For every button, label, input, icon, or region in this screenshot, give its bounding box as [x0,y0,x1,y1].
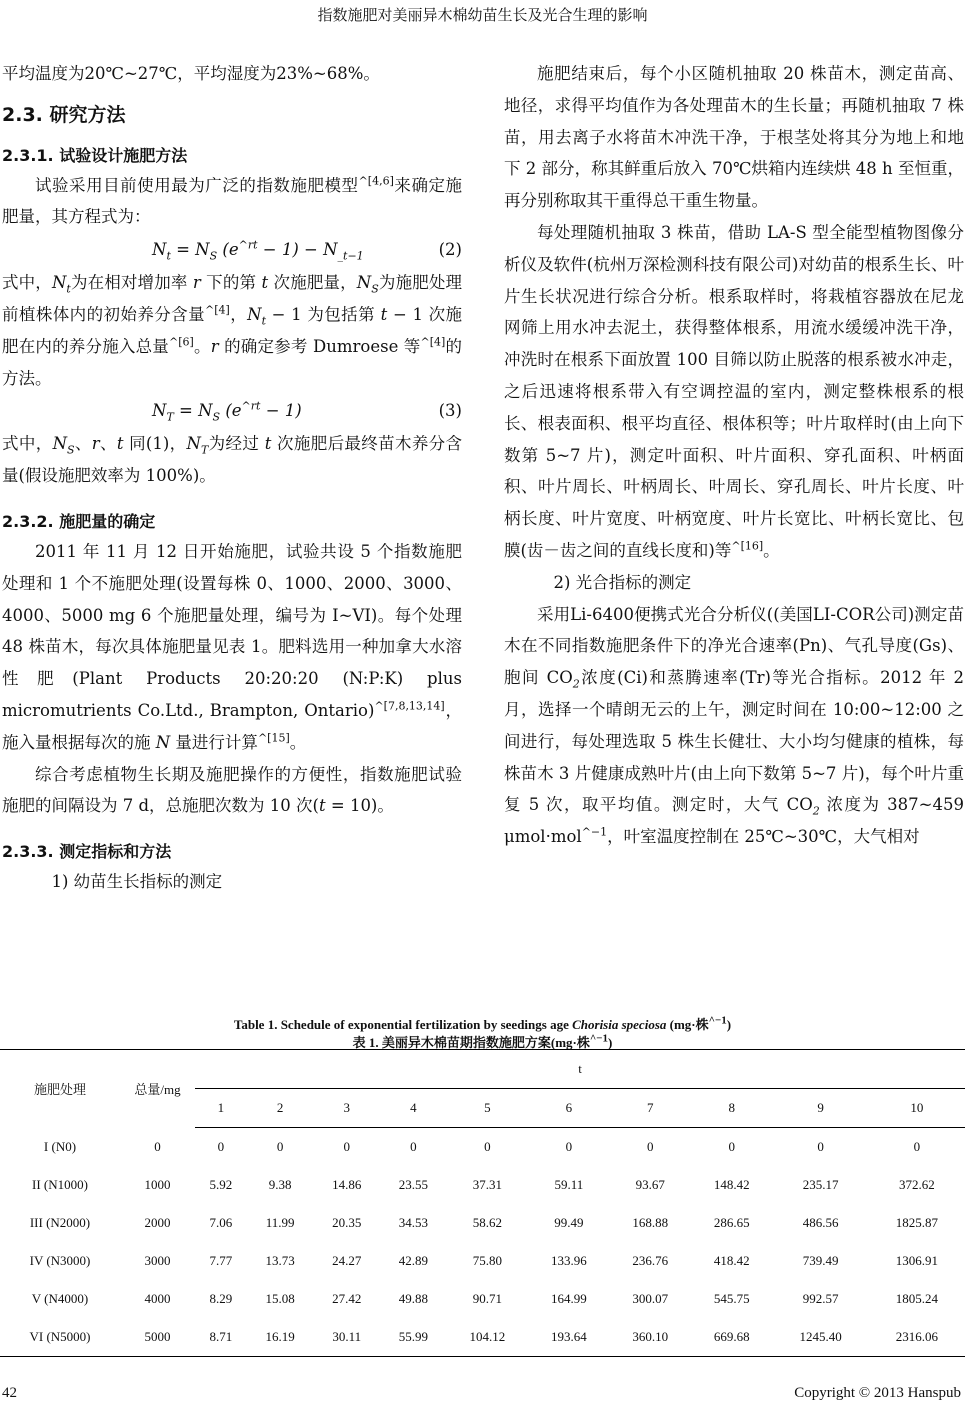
value-cell: 75.80 [472,1253,503,1268]
subsection-heading: 2.3.3. 测定指标和方法 [2,842,172,862]
value-cell: 418.42 [713,1253,750,1268]
value-cell: 11.99 [265,1215,295,1230]
left-column [2,58,462,898]
running-header: 指数施肥对美丽异木棉幼苗生长及光合生理的影响 [317,6,648,24]
subscript: S [67,443,75,457]
value-cell: 2316.06 [869,1318,965,1357]
value-cell: 0 [217,1139,225,1154]
value-cell: 372.62 [898,1177,935,1192]
italic-text: N [52,434,67,454]
text-run: 浓度为 387~459 μmol·mol [504,795,964,847]
value-cell: 0 [276,1139,284,1154]
value-cell: 20.35 [332,1215,362,1230]
value-cell: 30.11 [313,1318,380,1357]
text-run: (e [217,240,239,260]
subscript: 2 [572,677,580,691]
superscript: ^−1 [708,1014,727,1027]
superscript: ^[15] [257,731,290,745]
table-row [0,1242,965,1280]
subscript: S [209,249,218,263]
text-run: 、 [99,434,117,454]
italic-text: N [155,732,171,752]
value-cell: 235.17 [802,1177,839,1192]
equation-body [152,394,302,428]
header-t-value: 2 [247,1089,314,1128]
text-run: 1) 幼苗生长指标的测定 [51,872,223,892]
italic-text: t [264,434,272,454]
text-run: ， [229,304,248,324]
text-run: 试验采用目前使用最为广泛的指数施肥模型 [35,175,359,195]
fertilization-table [0,1049,965,1357]
paragraph [504,58,964,217]
value-cell: 93.67 [635,1177,665,1192]
italic-text: t [380,304,388,324]
text-run: ) [726,1017,732,1032]
subscript: S [212,410,221,424]
superscript: ^rt [241,399,261,413]
value-cell: 0 [343,1139,350,1154]
italic-text: t [261,273,269,293]
text-run: 平均温度为20℃~27℃，平均湿度为23%~68%。 [2,64,380,83]
paragraph [504,599,964,853]
italic-text: N [186,434,201,454]
paragraph [2,267,462,394]
subscript: S [371,282,379,296]
value-cell: 8.71 [195,1318,247,1357]
value-cell: 1306.91 [895,1253,938,1268]
value-cell: 133.96 [550,1253,587,1268]
italic-text: r [210,336,219,356]
value-cell: 1245.40 [772,1318,868,1357]
value-cell: 27.42 [332,1291,362,1306]
text-run: ，施入量根据每次的施 [2,700,462,752]
paragraph [504,217,964,567]
total-cell: 2000 [144,1215,171,1230]
italic-text: N [247,304,262,324]
value-cell: 16.19 [247,1318,314,1357]
text-run: (mg·株 [666,1017,709,1032]
value-cell: 58.62 [472,1215,503,1230]
italic-text: t [318,796,326,816]
table-caption-en [0,1014,965,1033]
italic-text: Chorisia speciosa [572,1017,667,1032]
text-run: 采用Li-6400便携式光合分析仪((美国LI-COR公司)测定苗木在不同指数施肥条件下的净光合速率(Pn)、气孔导度(Gs)、胞间 CO [504,604,964,688]
text-run: 式中， [2,434,53,454]
value-cell: 15.08 [265,1291,295,1306]
value-cell: 300.07 [632,1291,669,1306]
text-run: 次施肥后最终苗木养分含量(假设施肥效率为 100%)。 [2,434,463,486]
text-run: − 1) − N [257,240,338,260]
subsection-heading: 2.3.1. 试验设计施肥方法 [2,145,188,165]
text-run: ，叶室温度控制在 25℃~30℃，大气相对 [607,827,920,847]
treatment-cell: I (N0) [43,1138,77,1154]
subscript: t [261,314,267,328]
section-heading: 2.3. 研究方法 [2,103,126,126]
superscript: ^−1 [589,1032,609,1045]
text-run: 式中， [2,273,52,293]
value-cell: 486.56 [802,1215,839,1230]
paragraph [2,58,462,90]
value-cell: 23.55 [398,1177,428,1192]
total-cell: 3000 [144,1253,171,1268]
text-run: − 1) [260,401,302,421]
value-cell: 1805.24 [895,1291,938,1306]
header-t-value: 7 [610,1089,691,1128]
right-column [504,58,964,853]
paragraph [2,170,462,234]
value-cell: 286.65 [713,1215,750,1230]
value-cell: 0 [565,1139,573,1154]
table-row [0,1318,965,1357]
value-cell: 34.53 [398,1215,428,1230]
value-cell: 24.27 [332,1253,362,1268]
italic-text: t [116,434,124,454]
superscript: ^[4] [420,335,446,349]
value-cell: 0 [410,1139,417,1154]
header-t-value: 8 [691,1089,772,1128]
total-cell: 1000 [144,1177,171,1192]
superscript: ^[4] [205,303,230,317]
value-cell: 104.12 [447,1318,528,1357]
paragraph [2,759,462,823]
subscript: T [200,443,209,457]
value-cell: 55.99 [380,1318,447,1357]
text-run: 为在相对增加率 [70,273,193,293]
value-cell: 14.86 [332,1177,362,1192]
subscript: 2 [812,804,820,818]
value-cell: 90.71 [472,1291,503,1306]
value-cell: 0 [728,1139,735,1154]
text-run: Table 1. Schedule of exponential fertilization by seedings age [233,1017,573,1032]
subscript: t [166,249,171,263]
table-row [0,1204,965,1242]
equation-2 [2,233,462,267]
paragraph [2,536,462,759]
text-run: 。 [289,732,307,752]
italic-text: r [91,434,100,454]
value-cell: 148.42 [713,1177,750,1192]
total-cell: 5000 [120,1318,195,1357]
subscript: t [66,282,71,296]
table-row [0,1166,965,1204]
total-cell: 0 [154,1138,161,1154]
copyright: Copyright © 2013 Hanspub [794,1385,961,1401]
header-t-value: 3 [313,1089,380,1128]
text-run: 的确定参考 Dumroese 等 [218,336,421,356]
italic-text: r [192,273,201,293]
value-cell: 168.88 [632,1215,669,1230]
treatment-cell: V (N4000) [31,1291,89,1306]
equation-3 [2,394,462,428]
text-run: − 1 次施肥在内的养分施入总量 [2,304,463,356]
text-run: 。 [763,540,780,560]
header-t-value: 1 [195,1089,247,1128]
value-cell: 0 [647,1139,654,1154]
subscript: _t−1 [337,249,364,263]
equation-number: (2) [438,240,462,260]
text-run: 施肥结束后，每个小区随机抽取 20 株苗木，测定苗高、地径，求得平均值作为各处理苗木的生长量；再随机抽取 7 株苗，用去离子水将苗木冲洗干净，于根茎处将其分为地上和地下 2 部分，称其鲜重后放入 70℃烘箱内连续烘 48 h 至恒重，再分别称取其干重得总干重生物量。 [504,64,964,211]
italic-text: N [356,273,372,293]
equation-body [152,233,364,267]
text-run: 2011 年 11 月 12 日开始施肥，试验共设 5 个指数施肥处理和 1 个不施肥处理(设置每株 0、1000、2000、3000、4000、5000 mg 6 个施肥量处理，编号为 I~VI)。每个处理 48 株苗木，每次具体施肥量见表 1。肥料选用一种加拿大水溶性肥(Plant Products 20:20:20 (N:P:K) plus micromutrients Co.Ltd., Brampton, Ontario) [2,541,462,720]
subscript: T [166,410,174,424]
value-cell: 9.38 [268,1177,292,1192]
header-t-value: 5 [447,1089,528,1128]
value-cell: 0 [913,1139,921,1154]
text-run: 浓度(Ci)和蒸腾速率(Tr)等光合指标。2012 年 2 月，选择一个晴朗无云的上午，测定时间在 10:00~12:00 之间进行，每处理选取 5 株生长健壮、大小均匀健康的植株，每株苗木 3 片健康成熟叶片(由上向下数第 5~7 片)，每个叶片重复 5 次，取平均值。测定时，大气 CO [504,668,964,815]
text-run: 。 [193,336,211,356]
text-run: 、 [74,434,92,454]
value-cell: 7.06 [209,1215,233,1230]
header-total: 总量/mg [120,1050,195,1128]
text-run: 每处理随机抽取 3 株苗，借助 LA-S 型全能型植物图像分析仪及软件(杭州万深检测科技有限公司)对幼苗的根系生长、叶片生长状况进行综合分析。根系取样时，将栽植容器放在尼龙网筛上用水冲去泥土，获得整体根系，用流水缓缓冲洗干净，冲洗时在根系下面放置 100 目筛以防止脱落的根系被水冲走，之后迅速将根系带入有空调控温的室内，测定整株根系的根长、根表面积、根平均直径、根体积等；叶片取样时(由上向下数第 5~7 片)，测定叶面积、叶片面积、穿孔面积、叶柄面积、叶片周长、叶柄周长、叶周长、穿孔周长、叶片长度、叶柄长度、叶片宽度、叶柄宽度、叶片长宽比、叶柄长宽比、包膜(齿－齿之间的直线长度和)等 [504,222,964,560]
text-run: − 1 为包括第 [266,304,381,324]
total-cell: 4000 [144,1291,171,1306]
header-t: t [195,1050,965,1089]
text-run: 2) 光合指标的测定 [553,572,692,592]
text-run: 下的第 [200,273,262,293]
text-run: = N [173,401,213,421]
text-run: ) [608,1035,613,1050]
text-run: = 10)。 [325,796,394,816]
text-run: 同(1)， [123,434,187,454]
value-cell: 49.88 [398,1291,428,1306]
value-cell: 5.92 [209,1177,233,1192]
value-cell: 193.64 [528,1318,609,1357]
superscript: ^rt [238,238,258,252]
table-row [0,1280,965,1318]
value-cell: 37.31 [472,1177,503,1192]
value-cell: 360.10 [610,1318,691,1357]
treatment-cell: III (N2000) [29,1215,91,1230]
value-cell: 545.75 [713,1291,750,1306]
text-run: N [152,240,167,260]
text-run: 表 1. 美丽异木棉苗期指数施肥方案(mg·株 [352,1035,590,1050]
paragraph [2,866,462,898]
superscript: ^[16] [731,539,764,553]
text-run: = N [170,240,210,260]
value-cell: 236.76 [632,1253,669,1268]
italic-text: N [51,273,67,293]
superscript: ^[7,8,13,14] [374,699,445,713]
treatment-cell: II (N1000) [32,1177,88,1192]
treatment-cell: VI (N5000) [0,1318,120,1357]
subsection-heading: 2.3.2. 施肥量的确定 [2,511,156,531]
superscript: ^[6] [169,335,194,349]
equation-number: (3) [438,401,462,421]
table-row [0,1128,965,1167]
text-run: (e [220,401,242,421]
header-t-value: 4 [380,1089,447,1128]
value-cell: 992.57 [802,1291,839,1306]
value-cell: 7.77 [209,1253,233,1268]
paragraph [504,567,964,599]
value-cell: 1825.87 [895,1215,938,1230]
text-run: N [152,401,167,421]
value-cell: 13.73 [265,1253,295,1268]
treatment-cell: IV (N3000) [29,1253,91,1268]
text-run: 来确定施肥量，其方程式为： [2,175,463,227]
text-run: 为经过 [208,434,265,454]
superscript: ^−1 [581,825,608,839]
value-cell: 8.29 [209,1291,233,1306]
text-run: 次施肥量， [268,273,357,293]
value-cell: 0 [817,1139,824,1154]
value-cell: 0 [484,1139,491,1154]
value-cell: 42.89 [398,1253,428,1268]
superscript: ^[4,6] [358,174,394,188]
value-cell: 739.49 [802,1253,839,1268]
text-run: 量进行计算 [170,732,258,752]
header-treatment: 施肥处理 [0,1050,120,1128]
text-run: 的方法。 [2,336,463,388]
header-t-value: 10 [869,1089,965,1128]
value-cell: 99.49 [554,1215,584,1230]
text-run: 综合考虑植物生长期及施肥操作的方便性，指数施肥试验施肥的间隔设为 7 d，总施肥次数为 10 次( [2,764,462,816]
page-number: 42 [2,1385,17,1401]
value-cell: 59.11 [554,1177,584,1192]
text-run: 为施肥处理前植株体内的初始养分含量 [2,273,463,324]
value-cell: 669.68 [691,1318,772,1357]
header-t-value: 6 [528,1089,609,1128]
paragraph [2,428,462,492]
header-t-value: 9 [772,1089,868,1128]
value-cell: 164.99 [550,1291,587,1306]
